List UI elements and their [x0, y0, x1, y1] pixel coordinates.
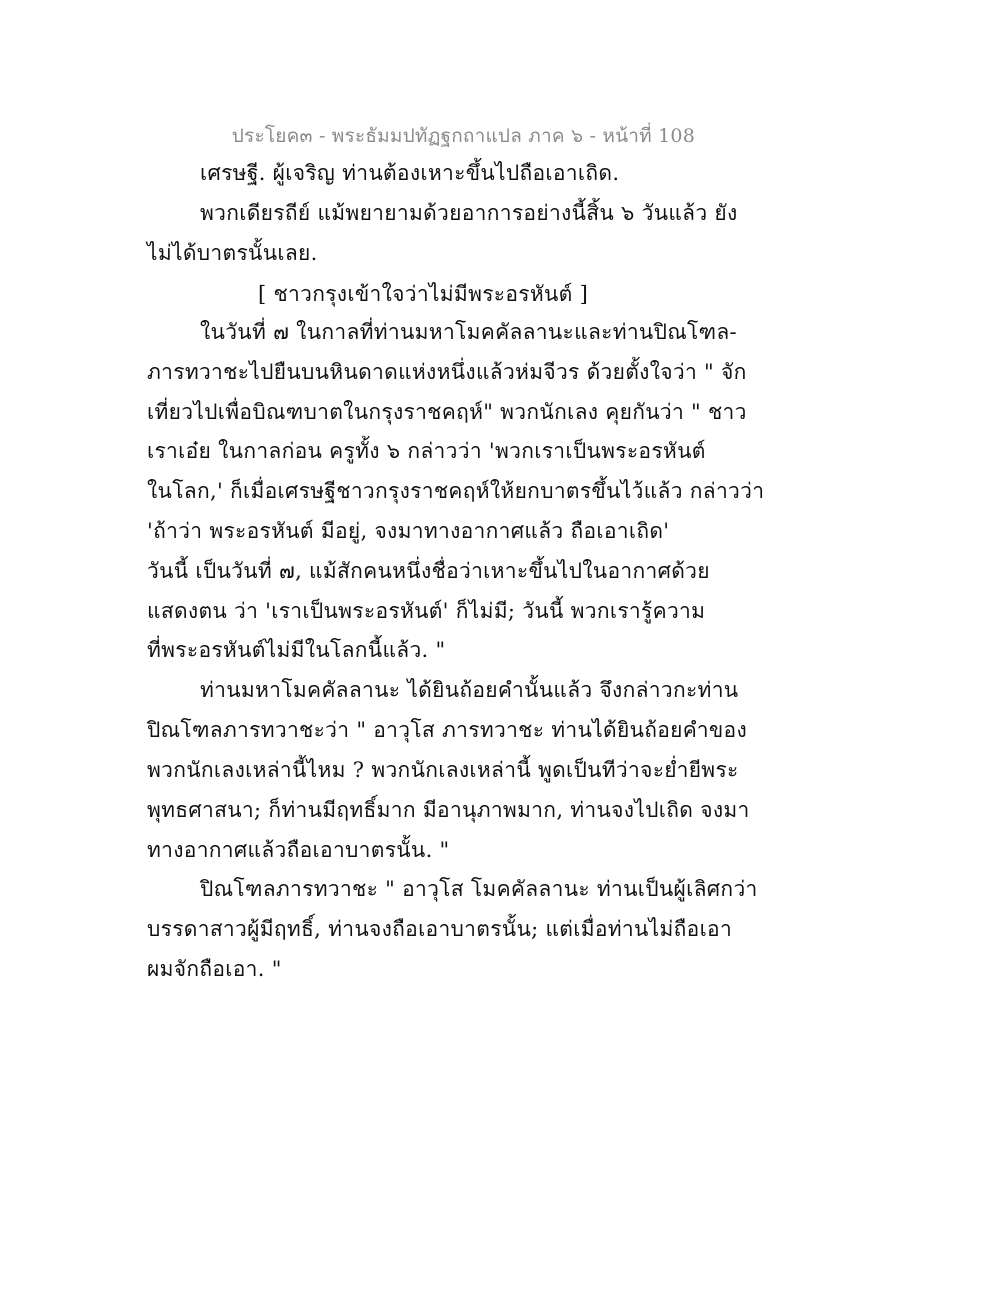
text-line: พุทธศาสนา; ก็ท่านมีฤทธิ์มาก มีอานุภาพมาก, ท่านจงไปเถิด จงมา [147, 798, 750, 822]
text-line: เศรษฐี. ผู้เจริญ ท่านต้องเหาะขึ้นไปถือเอาเถิด. [200, 161, 620, 185]
text-line: เราเอ๋ย ในกาลก่อน ครูทั้ง ๖ กล่าวว่า 'พวกเราเป็นพระอรหันต์ [147, 439, 706, 463]
page-header: ประโยค๓ - พระธัมมปทัฏฐกถาแปล ภาค ๖ - หน้าที่ 108 [231, 125, 695, 147]
text-line: พวกเดียรถีย์ แม้พยายามด้วยอาการอย่างนี้สิ้น ๖ วันแล้ว ยัง [200, 201, 738, 225]
text-line: บรรดาสาวผู้มีฤทธิ์, ท่านจงถือเอาบาตรนั้น; แต่เมื่อท่านไม่ถือเอา [147, 917, 733, 941]
text-line: ในวันที่ ๗ ในกาลที่ท่านมหาโมคคัลลานะและท่านปิณโฑล- [200, 320, 737, 344]
text-line: ผมจักถือเอา. " [147, 957, 282, 981]
text-line: ทางอากาศแล้วถือเอาบาตรนั้น. " [147, 838, 450, 862]
text-line: 'ถ้าว่า พระอรหันต์ มีอยู่, จงมาทางอากาศแล้ว ถือเอาเถิด' [147, 519, 670, 543]
section-heading: [ ชาวกรุงเข้าใจว่าไม่มีพระอรหันต์ ] [258, 282, 589, 306]
text-line: แสดงตน ว่า 'เราเป็นพระอรหันต์' ก็ไม่มี; วันนี้ พวกเรารู้ความ [147, 599, 706, 623]
text-line: พวกนักเลงเหล่านี้ไหม ? พวกนักเลงเหล่านี้ พูดเป็นทีว่าจะย่ำยีพระ [147, 758, 739, 782]
text-line: ในโลก,' ก็เมื่อเศรษฐีชาวกรุงราชคฤห์ให้ยกบาตรขึ้นไว้แล้ว กล่าวว่า [147, 479, 765, 503]
text-line: วันนี้ เป็นวันที่ ๗, แม้สักคนหนึ่งชื่อว่าเหาะขึ้นไปในอากาศด้วย [147, 559, 710, 583]
text-line: เที่ยวไปเพื่อบิณฑบาตในกรุงราชคฤห์" พวกนักเลง คุยกันว่า " ชาว [147, 400, 747, 424]
text-line: ปิณโฑลภารทวาชะว่า " อาวุโส ภารทวาชะ ท่านได้ยินถ้อยคำของ [147, 718, 748, 742]
text-line: ปิณโฑลภารทวาชะ " อาวุโส โมคคัลลานะ ท่านเป็นผู้เลิศกว่า [200, 877, 758, 901]
text-line: ไม่ได้บาตรนั้นเลย. [147, 241, 318, 265]
text-line: ภารทวาชะไปยืนบนหินดาดแห่งหนึ่งแล้วห่มจีวร ด้วยตั้งใจว่า " จัก [147, 360, 747, 384]
text-line: ท่านมหาโมคคัลลานะ ได้ยินถ้อยคำนั้นแล้ว จึงกล่าวกะท่าน [200, 678, 739, 702]
text-line: ที่พระอรหันต์ไม่มีในโลกนี้แล้ว. " [147, 638, 446, 662]
